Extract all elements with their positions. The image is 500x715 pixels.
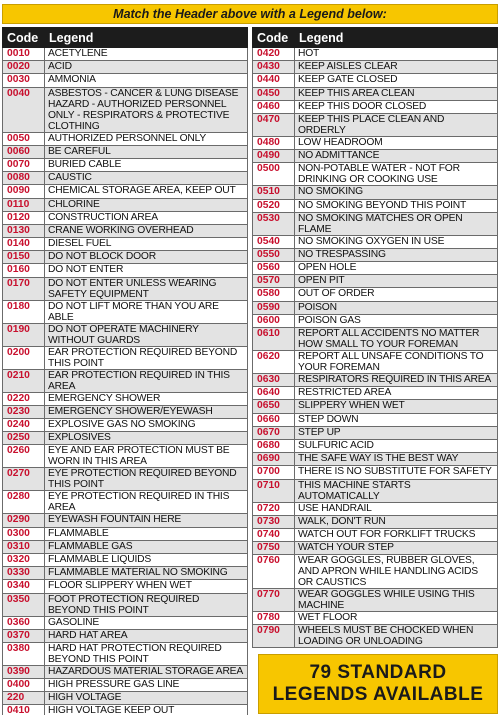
legend-text: HIGH VOLTAGE KEEP OUT (45, 705, 248, 715)
table-row (3, 405, 248, 418)
legend-code: 0410 (3, 705, 45, 715)
legend-text: REPORT ALL UNSAFE CONDITIONS TO YOUR FOREMAN (295, 351, 498, 374)
legend-code: 0210 (3, 369, 45, 392)
table-row (253, 113, 498, 136)
legend-text: FLOOR SLIPPERY WHEN WET (45, 580, 248, 593)
legend-code: 0580 (253, 288, 295, 301)
legend-code: 0120 (3, 211, 45, 224)
legend-column-header: Legend (45, 28, 248, 48)
legend-code: 0390 (3, 665, 45, 678)
legend-text: EMERGENCY SHOWER/EYEWASH (45, 405, 248, 418)
table-row (253, 100, 498, 113)
table-row (3, 616, 248, 629)
legend-code: 0490 (253, 150, 295, 163)
promo-box (258, 654, 498, 714)
legend-code: 0720 (253, 502, 295, 515)
legend-code: 0240 (3, 419, 45, 432)
table-row (3, 692, 248, 705)
legend-code: 0530 (253, 212, 295, 235)
legend-text: BE CAREFUL (45, 145, 248, 158)
legend-code: 0480 (253, 136, 295, 149)
legend-code: 0750 (253, 542, 295, 555)
legend-text: WEAR GOGGLES WHILE USING THIS MACHINE (295, 589, 498, 612)
legend-code: 0590 (253, 301, 295, 314)
legend-text: WEAR GOGGLES, RUBBER GLOVES, AND APRON WHILE HANDLING ACIDS OR CAUSTICS (295, 555, 498, 589)
legend-code: 0200 (3, 346, 45, 369)
instruction-banner (2, 4, 498, 24)
legend-text: STEP DOWN (295, 413, 498, 426)
table-row (253, 589, 498, 612)
table-row (3, 432, 248, 445)
legend-text: KEEP THIS AREA CLEAN (295, 87, 498, 100)
legend-text: POISON GAS (295, 314, 498, 327)
legend-text: DO NOT OPERATE MACHINERY WITHOUT GUARDS (45, 323, 248, 346)
legend-text: FOOT PROTECTION REQUIRED BEYOND THIS POINT (45, 593, 248, 616)
right-header-row (253, 28, 498, 48)
legend-text: CRANE WORKING OVERHEAD (45, 224, 248, 237)
legend-text: NO TRESPASSING (295, 248, 498, 261)
table-row (3, 61, 248, 74)
legend-code: 0560 (253, 262, 295, 275)
legend-code: 0730 (253, 515, 295, 528)
legend-text: OPEN PIT (295, 275, 498, 288)
legend-code: 0180 (3, 300, 45, 323)
legend-tables (2, 27, 498, 715)
legend-text: USE HANDRAIL (295, 502, 498, 515)
legend-code: 0160 (3, 264, 45, 277)
legend-text: DO NOT ENTER UNLESS WEARING SAFETY EQUIPMENT (45, 277, 248, 300)
legend-text: WALK, DON'T RUN (295, 515, 498, 528)
legend-code: 0010 (3, 48, 45, 61)
legend-code: 0510 (253, 186, 295, 199)
legend-text: FLAMMABLE GAS (45, 540, 248, 553)
legend-code: 0740 (253, 528, 295, 541)
table-row (253, 466, 498, 479)
legend-code: 0280 (3, 491, 45, 514)
legend-code: 0380 (3, 642, 45, 665)
legend-text: WHEELS MUST BE CHOCKED WHEN LOADING OR UNLOADING (295, 625, 498, 648)
left-header-row (3, 28, 248, 48)
legend-text: LOW HEADROOM (295, 136, 498, 149)
table-row (3, 392, 248, 405)
legend-text: DIESEL FUEL (45, 238, 248, 251)
table-row (3, 238, 248, 251)
left-legend-table (2, 27, 248, 715)
left-column (2, 27, 248, 715)
table-row (3, 323, 248, 346)
legend-code: 0460 (253, 100, 295, 113)
table-row (253, 87, 498, 100)
legend-code: 0270 (3, 468, 45, 491)
legend-code: 0780 (253, 612, 295, 625)
table-row (3, 491, 248, 514)
legend-code: 0550 (253, 248, 295, 261)
legend-text: ASBESTOS - CANCER & LUNG DISEASE HAZARD - AUTHORIZED PERSONNEL ONLY - RESPIRATORS & PROTECTIVE CLOTHING (45, 87, 248, 132)
legend-text: RESTRICTED AREA (295, 387, 498, 400)
table-row (3, 300, 248, 323)
table-row (253, 248, 498, 261)
legend-text: THIS MACHINE STARTS AUTOMATICALLY (295, 479, 498, 502)
legend-text: EXPLOSIVE GAS NO SMOKING (45, 419, 248, 432)
legend-text: KEEP AISLES CLEAR (295, 61, 498, 74)
legend-code: 0030 (3, 74, 45, 87)
promo-line-2: LEGENDS AVAILABLE (272, 684, 484, 706)
legend-text: SLIPPERY WHEN WET (295, 400, 498, 413)
legend-text: NO SMOKING MATCHES OR OPEN FLAME (295, 212, 498, 235)
legend-text: THE SAFE WAY IS THE BEST WAY (295, 453, 498, 466)
table-row (3, 145, 248, 158)
legend-text: GASOLINE (45, 616, 248, 629)
table-row (253, 515, 498, 528)
legend-code: 0350 (3, 593, 45, 616)
legend-text: OUT OF ORDER (295, 288, 498, 301)
legend-text: ACETYLENE (45, 48, 248, 61)
table-row (3, 224, 248, 237)
legend-text: EXPLOSIVES (45, 432, 248, 445)
legend-code: 0250 (3, 432, 45, 445)
legend-code: 0430 (253, 61, 295, 74)
table-row (3, 185, 248, 198)
legend-text: EYE AND EAR PROTECTION MUST BE WORN IN THIS AREA (45, 445, 248, 468)
legend-code: 0760 (253, 555, 295, 589)
table-row (253, 212, 498, 235)
legend-code: 0290 (3, 514, 45, 527)
table-row (3, 419, 248, 432)
table-row (3, 679, 248, 692)
legend-text: FLAMMABLE (45, 527, 248, 540)
table-row (3, 172, 248, 185)
legend-code: 0220 (3, 392, 45, 405)
legend-code: 0310 (3, 540, 45, 553)
table-row (3, 593, 248, 616)
table-row (253, 301, 498, 314)
table-row (253, 163, 498, 186)
legend-text: NO SMOKING (295, 186, 498, 199)
legend-code: 0500 (253, 163, 295, 186)
table-row (253, 288, 498, 301)
table-row (253, 351, 498, 374)
table-row (253, 612, 498, 625)
legend-text: BURIED CABLE (45, 158, 248, 171)
table-row (253, 199, 498, 212)
legend-text: REPORT ALL ACCIDENTS NO MATTER HOW SMALL TO YOUR FOREMAN (295, 328, 498, 351)
table-row (253, 235, 498, 248)
legend-code: 0050 (3, 132, 45, 145)
table-row (253, 314, 498, 327)
legend-text: ACID (45, 61, 248, 74)
legend-code: 0660 (253, 413, 295, 426)
legend-code: 0130 (3, 224, 45, 237)
legend-text: HAZARDOUS MATERIAL STORAGE AREA (45, 665, 248, 678)
legend-code: 0340 (3, 580, 45, 593)
legend-code: 0330 (3, 567, 45, 580)
legend-text: FLAMMABLE MATERIAL NO SMOKING (45, 567, 248, 580)
legend-text: KEEP GATE CLOSED (295, 74, 498, 87)
table-row (253, 439, 498, 452)
legend-text: NO SMOKING BEYOND THIS POINT (295, 199, 498, 212)
table-row (3, 251, 248, 264)
table-row (253, 413, 498, 426)
table-row (3, 468, 248, 491)
legend-text: SULFURIC ACID (295, 439, 498, 452)
legend-text: DO NOT ENTER (45, 264, 248, 277)
table-row (3, 48, 248, 61)
legend-text: DO NOT LIFT MORE THAN YOU ARE ABLE (45, 300, 248, 323)
legend-code: 0450 (253, 87, 295, 100)
right-column (252, 27, 498, 715)
legend-code: 0230 (3, 405, 45, 418)
table-row (3, 567, 248, 580)
legend-text: HARD HAT PROTECTION REQUIRED BEYOND THIS POINT (45, 642, 248, 665)
legend-code: 0670 (253, 426, 295, 439)
legend-text: OPEN HOLE (295, 262, 498, 275)
promo-line-1: 79 STANDARD (309, 662, 447, 684)
table-row (253, 387, 498, 400)
legend-code: 0630 (253, 374, 295, 387)
table-row (253, 275, 498, 288)
legend-text: AUTHORIZED PERSONNEL ONLY (45, 132, 248, 145)
table-row (253, 74, 498, 87)
table-row (253, 186, 498, 199)
legend-code: 0190 (3, 323, 45, 346)
legend-code: 220 (3, 692, 45, 705)
legend-text: EMERGENCY SHOWER (45, 392, 248, 405)
legend-code: 0300 (3, 527, 45, 540)
table-row (3, 665, 248, 678)
legend-text: HIGH VOLTAGE (45, 692, 248, 705)
table-row (3, 629, 248, 642)
legend-code: 0140 (3, 238, 45, 251)
legend-code: 0770 (253, 589, 295, 612)
legend-code: 0360 (3, 616, 45, 629)
table-row (253, 150, 498, 163)
legend-code: 0070 (3, 158, 45, 171)
legend-text: EYE PROTECTION REQUIRED IN THIS AREA (45, 491, 248, 514)
legend-code: 0060 (3, 145, 45, 158)
table-row (253, 625, 498, 648)
legend-text: CHEMICAL STORAGE AREA, KEEP OUT (45, 185, 248, 198)
legend-text: NO SMOKING OXYGEN IN USE (295, 235, 498, 248)
legend-column-header: Legend (295, 28, 498, 48)
legend-text: POISON (295, 301, 498, 314)
table-row (253, 61, 498, 74)
legend-text: CHLORINE (45, 198, 248, 211)
table-row (253, 262, 498, 275)
legend-text: FLAMMABLE LIQUIDS (45, 553, 248, 566)
legend-text: WATCH OUT FOR FORKLIFT TRUCKS (295, 528, 498, 541)
table-row (253, 542, 498, 555)
code-column-header: Code (3, 28, 45, 48)
legend-code: 0080 (3, 172, 45, 185)
legend-code: 0680 (253, 439, 295, 452)
legend-code: 0020 (3, 61, 45, 74)
table-row (3, 158, 248, 171)
table-row (253, 528, 498, 541)
table-row (3, 74, 248, 87)
legend-code: 0150 (3, 251, 45, 264)
table-row (3, 445, 248, 468)
legend-code: 0110 (3, 198, 45, 211)
legend-code: 0400 (3, 679, 45, 692)
legend-code: 0640 (253, 387, 295, 400)
legend-code: 0610 (253, 328, 295, 351)
legend-text: HOT (295, 48, 498, 61)
legend-code: 0260 (3, 445, 45, 468)
legend-text: CONSTRUCTION AREA (45, 211, 248, 224)
legend-code: 0040 (3, 87, 45, 132)
table-row (253, 555, 498, 589)
table-row (253, 374, 498, 387)
legend-code: 0420 (253, 48, 295, 61)
legend-text: KEEP THIS DOOR CLOSED (295, 100, 498, 113)
legend-text: EYEWASH FOUNTAIN HERE (45, 514, 248, 527)
legend-text: CAUSTIC (45, 172, 248, 185)
table-row (3, 198, 248, 211)
instruction-text: Match the Header above with a Legend below: (113, 7, 387, 21)
legend-code: 0620 (253, 351, 295, 374)
table-row (3, 132, 248, 145)
table-row (253, 479, 498, 502)
legend-code: 0320 (3, 553, 45, 566)
legend-code: 0170 (3, 277, 45, 300)
table-row (3, 580, 248, 593)
legend-code: 0600 (253, 314, 295, 327)
table-row (253, 502, 498, 515)
table-row (253, 136, 498, 149)
legend-text: RESPIRATORS REQUIRED IN THIS AREA (295, 374, 498, 387)
legend-text: NON-POTABLE WATER - NOT FOR DRINKING OR COOKING USE (295, 163, 498, 186)
table-row (3, 346, 248, 369)
legend-code: 0540 (253, 235, 295, 248)
table-row (253, 400, 498, 413)
legend-text: EAR PROTECTION REQUIRED BEYOND THIS POINT (45, 346, 248, 369)
table-row (3, 369, 248, 392)
left-table-body (3, 48, 248, 715)
table-row (3, 527, 248, 540)
legend-code: 0520 (253, 199, 295, 212)
legend-text: DO NOT BLOCK DOOR (45, 251, 248, 264)
legend-code: 0700 (253, 466, 295, 479)
table-row (3, 705, 248, 715)
table-row (253, 426, 498, 439)
legend-text: NO ADMITTANCE (295, 150, 498, 163)
code-column-header: Code (253, 28, 295, 48)
legend-code: 0440 (253, 74, 295, 87)
legend-code: 0470 (253, 113, 295, 136)
table-row (3, 540, 248, 553)
table-row (3, 642, 248, 665)
right-table-body (253, 48, 498, 648)
legend-text: AMMONIA (45, 74, 248, 87)
legend-code: 0710 (253, 479, 295, 502)
legend-text: EAR PROTECTION REQUIRED IN THIS AREA (45, 369, 248, 392)
legend-code: 0370 (3, 629, 45, 642)
legend-text: WATCH YOUR STEP (295, 542, 498, 555)
table-row (3, 514, 248, 527)
table-row (253, 48, 498, 61)
legend-text: HIGH PRESSURE GAS LINE (45, 679, 248, 692)
table-row (3, 87, 248, 132)
legend-text: EYE PROTECTION REQUIRED BEYOND THIS POINT (45, 468, 248, 491)
table-row (3, 553, 248, 566)
table-row (253, 453, 498, 466)
legend-code: 0790 (253, 625, 295, 648)
legend-text: THERE IS NO SUBSTITUTE FOR SAFETY (295, 466, 498, 479)
legend-text: HARD HAT AREA (45, 629, 248, 642)
legend-code: 0650 (253, 400, 295, 413)
legend-code: 0690 (253, 453, 295, 466)
table-row (3, 277, 248, 300)
table-row (253, 328, 498, 351)
table-row (3, 211, 248, 224)
legend-text: WET FLOOR (295, 612, 498, 625)
legend-code: 0090 (3, 185, 45, 198)
legend-code: 0570 (253, 275, 295, 288)
right-legend-table (252, 27, 498, 648)
legend-text: KEEP THIS PLACE CLEAN AND ORDERLY (295, 113, 498, 136)
legend-text: STEP UP (295, 426, 498, 439)
table-row (3, 264, 248, 277)
